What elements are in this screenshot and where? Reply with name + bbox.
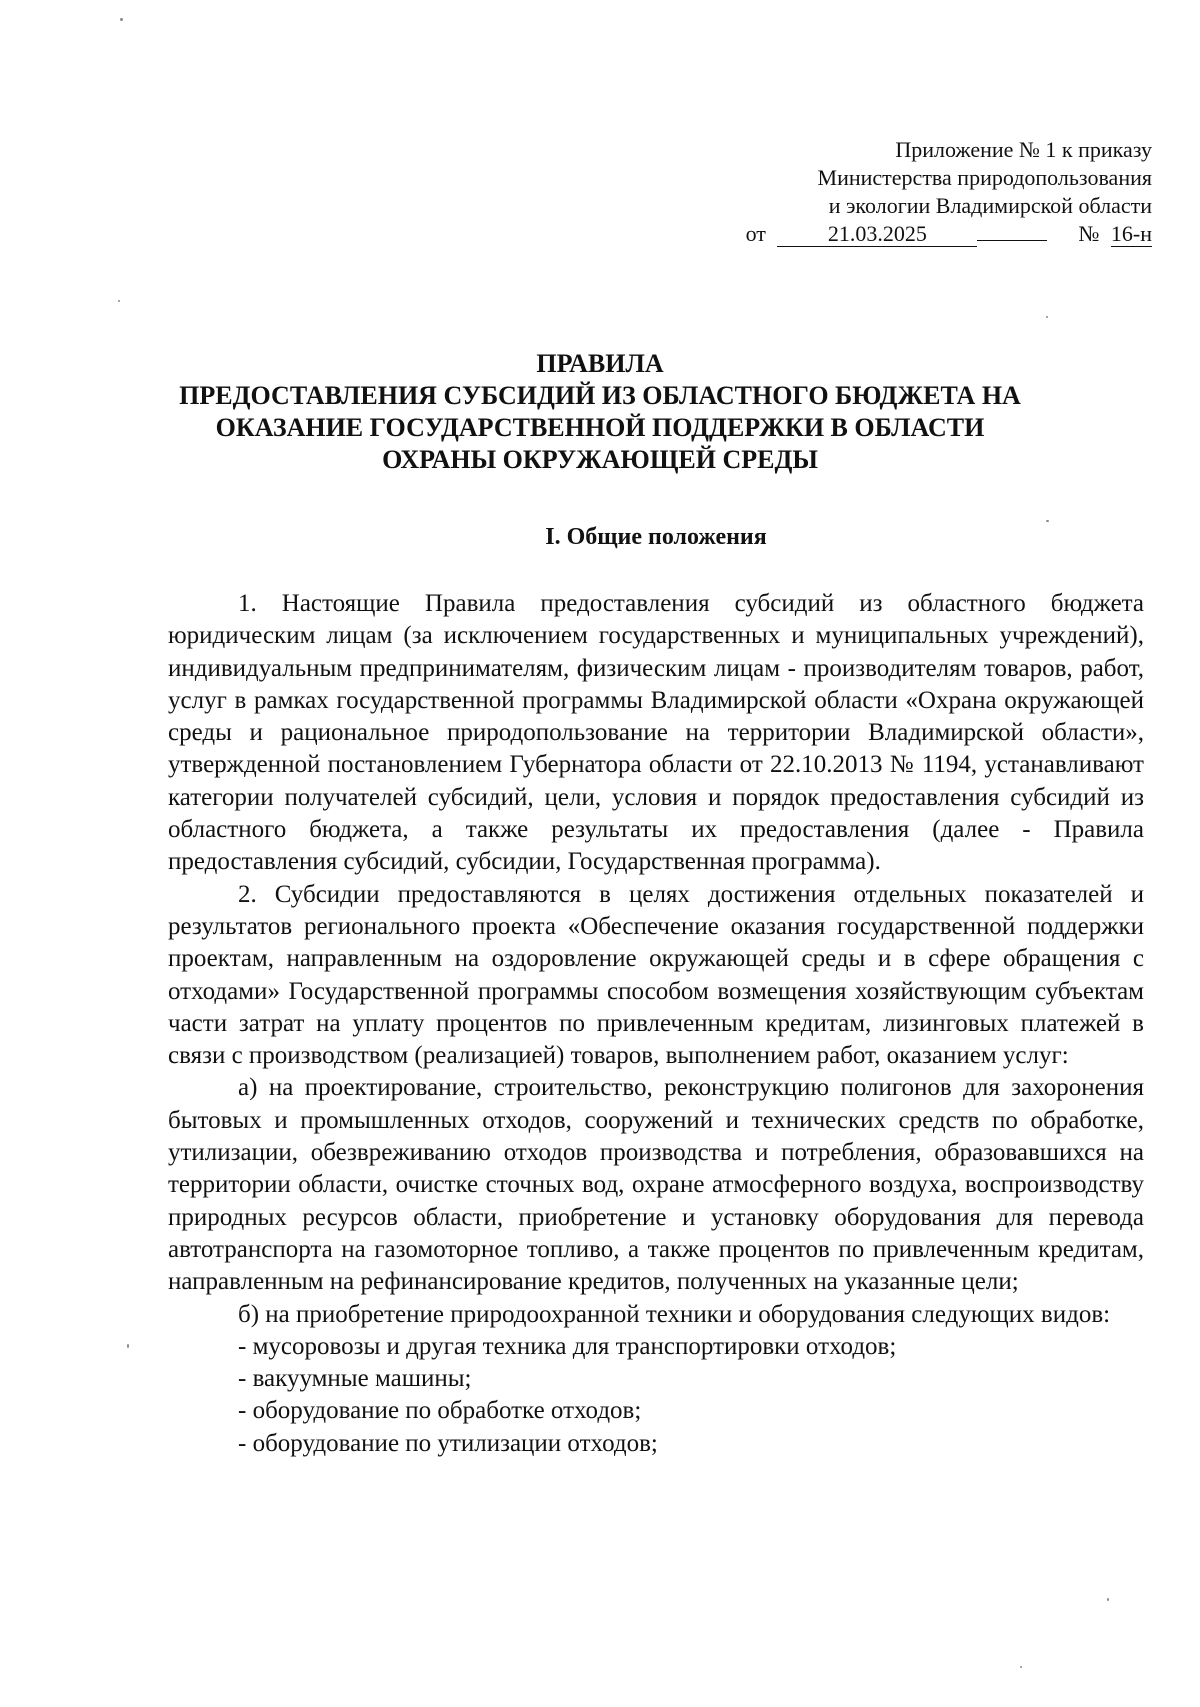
scan-speck <box>1107 1598 1109 1601</box>
scan-speck <box>1046 316 1048 318</box>
paragraph-2: 2. Субсидии предоставляются в целях достижения отдельных показателей и результатов регионального проекта «Обеспечение оказания государственной поддержки проектам, направленным на оздоровление окружающей среды и в сфере обращения с отходами» Государственной программы способом возмещения хозяйствующим субъектам части затрат на уплату процентов по привлеченным кредитам, лизинговых платежей в связи с производством (реализацией) товаров, выполнением работ, оказанием услуг: <box>168 880 1144 1070</box>
paragraph-2a: а) на проектирование, строительство, реконструкцию полигонов для захоронения бытовых и промышленных отходов, сооружений и технических средств по обработке, утилизации, обезвреживанию отходов производства и потребления, образовавшихся на территории области, очистке сточных вод, охране атмосферного воздуха, воспроизводству природных ресурсов области, приобретение и установку оборудования для перевода автотранспорта на газомоторное топливо, а также процентов по привлеченным кредитам, направленным на рефинансирование кредитов, полученных на указанные цели; <box>168 1074 1144 1296</box>
scan-speck <box>1046 520 1049 522</box>
title-line-4: ОХРАНЫ ОКРУЖАЮЩЕЙ СРЕДЫ <box>382 445 818 474</box>
list-item: - оборудование по обработке отходов; <box>238 1397 642 1425</box>
from-label: от <box>745 221 766 246</box>
appendix-line-1: Приложение № 1 к приказу <box>895 137 1152 162</box>
date-underline-tail <box>977 240 1047 241</box>
document-body <box>168 588 1144 1460</box>
title-line-2: ПРЕДОСТАВЛЕНИЯ СУБСИДИЙ ИЗ ОБЛАСТНОГО БЮДЖЕТА НА <box>179 381 1021 410</box>
paragraph-1: 1. Настоящие Правила предоставления субсидий из областного бюджета юридическим лицам (за исключением государственных и муниципальных учреждений), индивидуальным предпринимателям, физическим лицам - производителям товаров, работ, услуг в рамках государственной программы Владимирской области «Охрана окружающей среды и рациональное природопользование на территории Владимирской области», утвержденной постановлением Губернатора области от 22.10.2013 № 1194, устанавливают категории получателей субсидий, цели, условия и порядок предоставления субсидий из областного бюджета, а также результаты их предоставления (далее - Правила предоставления субсидий, субсидии, Государственная программа). <box>168 590 1144 876</box>
appendix-line-3: и экологии Владимирской области <box>828 193 1152 218</box>
appendix-line-2: Министерства природопользования <box>817 165 1152 190</box>
order-date: 21.03.2025 <box>777 222 977 247</box>
paragraph-2b: б) на приобретение природоохранной техники и оборудования следующих видов: <box>238 1300 1111 1328</box>
scan-speck <box>1020 1666 1022 1668</box>
list-item: - оборудование по утилизации отходов; <box>238 1429 658 1457</box>
scan-speck <box>120 18 123 21</box>
section-heading: I. Общие положения <box>545 524 767 550</box>
appendix-header <box>746 136 1152 248</box>
list-item: - мусоровозы и другая техника для транспортировки отходов; <box>238 1332 897 1360</box>
scan-speck <box>127 1344 129 1348</box>
title-line-1: ПРАВИЛА <box>536 349 664 378</box>
order-number: 16-н <box>1110 221 1152 246</box>
scan-speck <box>118 300 120 302</box>
title-line-3: ОКАЗАНИЕ ГОСУДАРСТВЕННОЙ ПОДДЕРЖКИ В ОБЛАСТИ <box>215 413 985 442</box>
number-label: № <box>1078 221 1100 246</box>
appendix-date-line <box>746 220 1152 248</box>
document-title <box>150 348 1050 476</box>
list-item: - вакуумные машины; <box>238 1365 472 1393</box>
